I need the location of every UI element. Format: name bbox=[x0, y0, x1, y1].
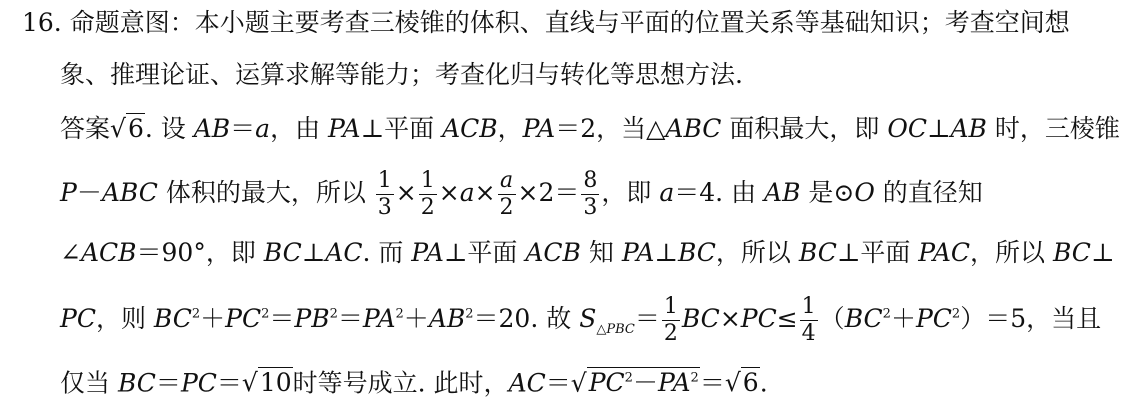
text: ⊥ bbox=[301, 238, 326, 267]
text: ＝ bbox=[545, 368, 571, 398]
text: ＋ bbox=[403, 304, 429, 333]
var: BC bbox=[117, 368, 156, 398]
var: BC bbox=[153, 304, 192, 333]
exponent: 2 bbox=[261, 306, 270, 322]
text: ＝ bbox=[699, 368, 725, 398]
exponent: 2 bbox=[329, 306, 338, 322]
text: ，由 bbox=[270, 114, 329, 143]
var: PAC bbox=[918, 238, 971, 267]
denominator: 3 bbox=[377, 195, 392, 220]
text: ， bbox=[497, 114, 523, 143]
var: BC bbox=[1052, 238, 1091, 267]
radicand: 6 bbox=[742, 368, 759, 398]
fraction bbox=[581, 170, 599, 219]
var: ABC bbox=[665, 114, 722, 143]
numerator: 1 bbox=[420, 168, 435, 193]
text: . 而 bbox=[362, 238, 412, 267]
sqrt: √6 bbox=[724, 368, 759, 398]
text: 是⊙ bbox=[800, 178, 855, 207]
text: ＝90°，即 bbox=[136, 238, 264, 267]
text: ＝ bbox=[337, 304, 363, 333]
exponent: 2 bbox=[882, 306, 891, 322]
var: PC bbox=[225, 304, 262, 333]
text: ∠ bbox=[60, 238, 81, 267]
fraction bbox=[662, 296, 680, 345]
var: PA bbox=[522, 114, 556, 143]
exponent: 2 bbox=[951, 306, 961, 322]
var: AB bbox=[764, 178, 801, 207]
text: 时，三棱锥 bbox=[986, 114, 1120, 143]
var: S bbox=[579, 304, 597, 333]
text: ⊥平面 bbox=[836, 238, 919, 267]
var: PC bbox=[180, 368, 217, 398]
var: O bbox=[854, 178, 875, 207]
text: － bbox=[632, 368, 658, 398]
text: ＝ bbox=[269, 304, 295, 333]
var: BC bbox=[844, 304, 883, 333]
denominator: 2 bbox=[420, 195, 435, 220]
denominator: 4 bbox=[801, 321, 816, 346]
line-6 bbox=[60, 296, 1101, 347]
var: BC bbox=[677, 238, 716, 267]
var: PA bbox=[621, 238, 655, 267]
text: 体积的最大，所以 bbox=[157, 178, 366, 207]
intent-text: 命题意图：本小题主要考查三棱锥的体积、直线与平面的位置关系等基础知识；考查空间想 bbox=[69, 8, 1070, 37]
exponent: 2 bbox=[395, 306, 404, 322]
text: ＝2，当△ bbox=[555, 114, 666, 143]
var: PA bbox=[657, 368, 691, 398]
fraction bbox=[800, 296, 818, 345]
line-2 bbox=[60, 58, 743, 92]
text: ）＝5，当且 bbox=[960, 304, 1102, 333]
fraction bbox=[376, 170, 394, 219]
var: AC bbox=[325, 238, 363, 267]
text: 面积最大，即 bbox=[721, 114, 888, 143]
sqrt: √6 bbox=[110, 114, 144, 143]
text: ⊥ bbox=[926, 114, 951, 143]
text: . 设 bbox=[144, 114, 194, 143]
radicand: 6 bbox=[127, 114, 144, 143]
numerator: 1 bbox=[377, 168, 392, 193]
var: PA bbox=[411, 238, 444, 267]
text: ＋ bbox=[890, 304, 916, 333]
text: ⊥ bbox=[654, 238, 678, 267]
text: ＝ bbox=[634, 304, 660, 333]
var: PC bbox=[588, 368, 625, 398]
text: ＝20. 故 bbox=[473, 304, 580, 333]
var: AB bbox=[950, 114, 987, 143]
problem-number: 16. bbox=[22, 8, 62, 37]
text: ×2＝ bbox=[517, 178, 580, 207]
text: ⊥平面 bbox=[360, 114, 443, 143]
fraction bbox=[419, 170, 437, 219]
line-1 bbox=[22, 6, 1070, 40]
text: ⊥平面 bbox=[443, 238, 526, 267]
line-4 bbox=[60, 170, 983, 219]
text: 的直径知 bbox=[874, 178, 983, 207]
radicand: 10 bbox=[259, 368, 292, 398]
radicand bbox=[587, 367, 700, 397]
exponent: 2 bbox=[624, 371, 633, 386]
var: a bbox=[459, 178, 475, 207]
numerator: 8 bbox=[583, 168, 598, 193]
text: （ bbox=[819, 304, 845, 333]
text: － bbox=[76, 178, 102, 207]
var: AB bbox=[193, 114, 231, 143]
var: AB bbox=[428, 304, 466, 333]
var: PC bbox=[915, 304, 952, 333]
var: ACB bbox=[525, 238, 581, 267]
var: OC bbox=[887, 114, 927, 143]
sqrt: $√PC^2-PA^2$ bbox=[570, 368, 699, 398]
denominator: 3 bbox=[583, 195, 598, 220]
text: ，所以 bbox=[715, 238, 799, 267]
line-5 bbox=[60, 236, 1114, 270]
sqrt: √10 bbox=[241, 368, 292, 398]
numerator: a bbox=[498, 170, 516, 195]
var: BC bbox=[681, 304, 720, 333]
numerator: 1 bbox=[663, 294, 678, 319]
text: 仅当 bbox=[60, 368, 118, 398]
line-7 bbox=[60, 362, 768, 400]
subscript: △PBC bbox=[596, 322, 635, 337]
denominator: 2 bbox=[663, 321, 678, 346]
numerator: 1 bbox=[801, 294, 816, 319]
denominator: 2 bbox=[499, 195, 514, 220]
var: PC bbox=[740, 304, 777, 333]
text: 时等号成立. 此时， bbox=[292, 368, 509, 398]
var: PA bbox=[362, 304, 396, 333]
var: ACB bbox=[442, 114, 498, 143]
var: AC bbox=[508, 368, 546, 398]
var: BC bbox=[263, 238, 302, 267]
text: ，则 bbox=[95, 304, 154, 333]
text: ＝ bbox=[230, 114, 256, 143]
var: ABC bbox=[101, 178, 158, 207]
line-3 bbox=[60, 112, 1120, 146]
exponent: 2 bbox=[465, 306, 474, 322]
var: P bbox=[60, 178, 77, 207]
text: ＋ bbox=[200, 304, 226, 333]
intent-text-cont: 象、推理论证、运算求解等能力；考查化归与转化等思想方法. bbox=[60, 60, 743, 89]
var: PC bbox=[60, 304, 96, 333]
text: ＝ bbox=[216, 368, 242, 398]
var: PA bbox=[328, 114, 361, 143]
var: a bbox=[659, 178, 675, 207]
text: × bbox=[395, 178, 417, 207]
text: ，即 bbox=[601, 178, 660, 207]
text: × bbox=[719, 304, 741, 333]
text: ⊥ bbox=[1090, 238, 1115, 267]
exponent: 2 bbox=[191, 306, 201, 322]
var: a bbox=[255, 114, 271, 143]
var: ACB bbox=[80, 238, 137, 267]
text: ＝4. 由 bbox=[674, 178, 765, 207]
text: . bbox=[759, 368, 768, 398]
text: ≤ bbox=[776, 304, 798, 333]
text: × bbox=[474, 178, 496, 207]
text: 答案 bbox=[60, 114, 111, 143]
var: PB bbox=[294, 304, 330, 333]
text: ，所以 bbox=[970, 238, 1053, 267]
text: × bbox=[438, 178, 460, 207]
text: ＝ bbox=[155, 368, 181, 398]
var: BC bbox=[798, 238, 837, 267]
exponent: 2 bbox=[690, 371, 699, 386]
fraction bbox=[498, 170, 516, 219]
text: 知 bbox=[580, 238, 622, 267]
